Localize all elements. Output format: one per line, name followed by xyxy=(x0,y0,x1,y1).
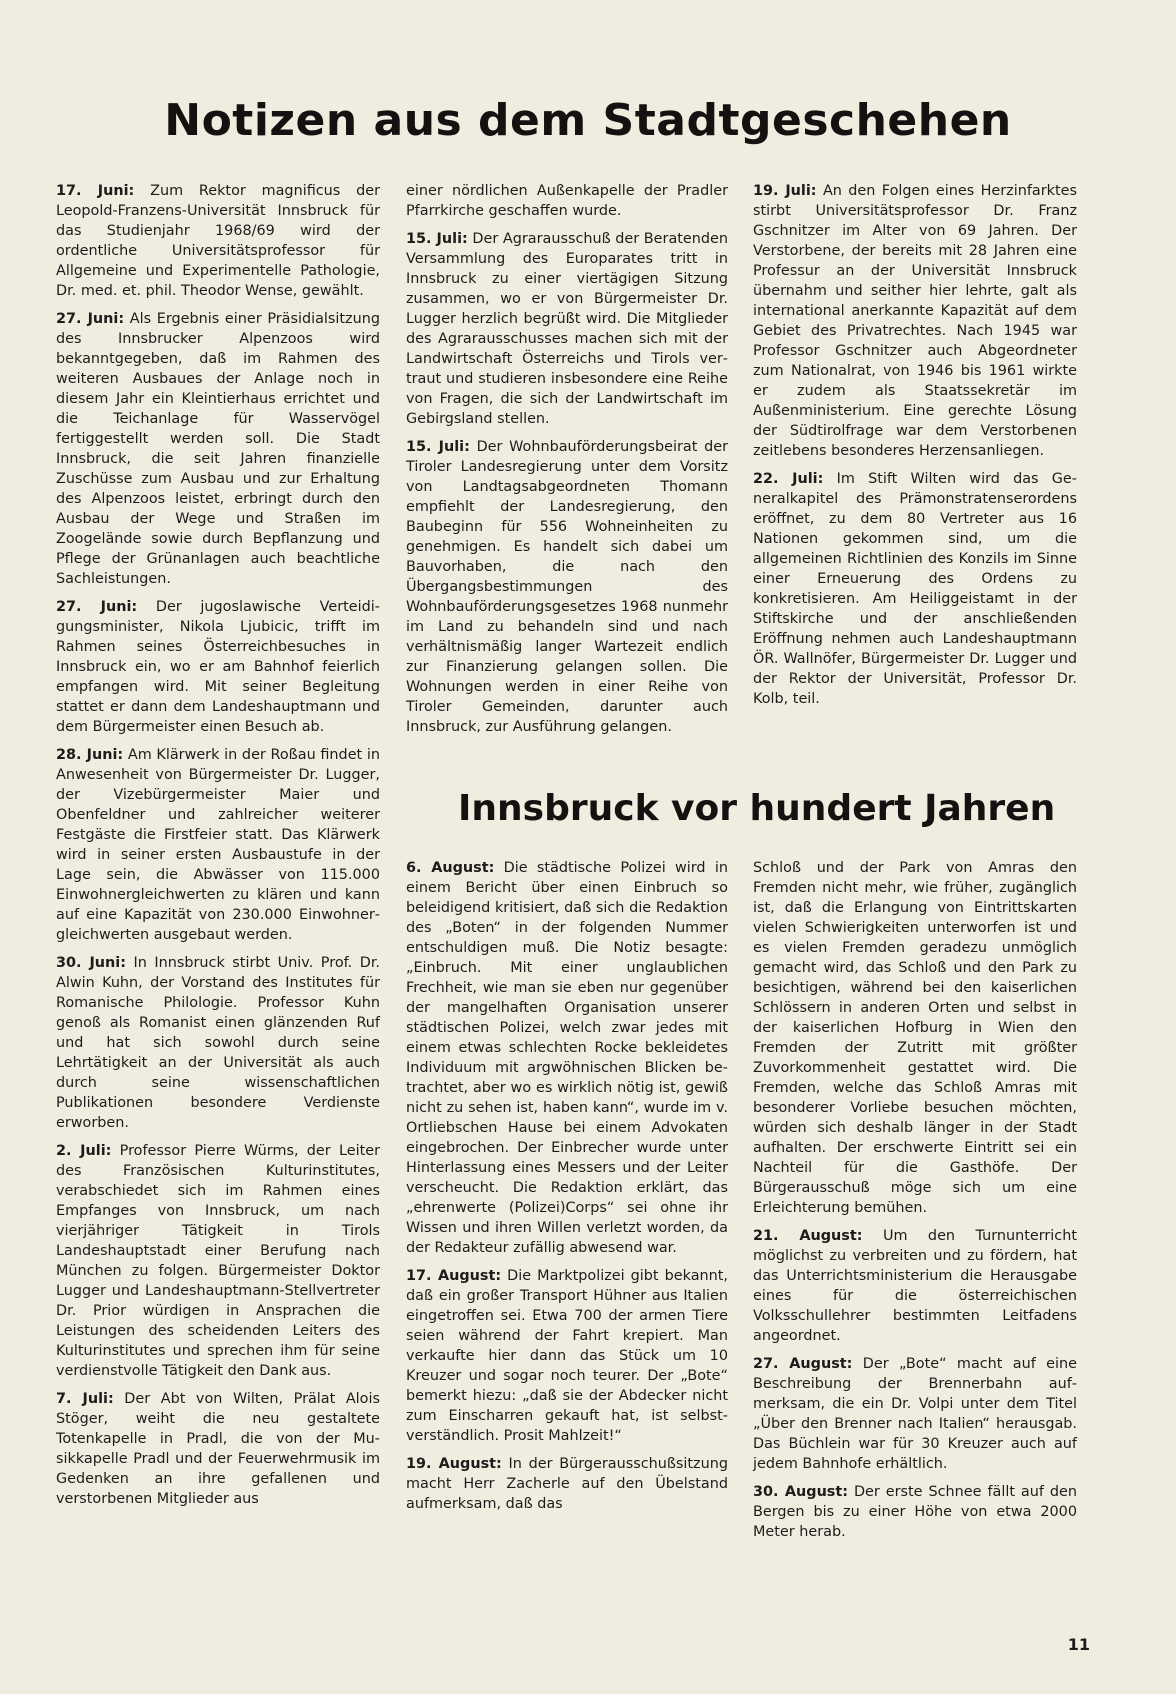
column-4 xyxy=(406,858,728,1522)
entry-text: Der jugoslawische Verteidigungsminister, Nikola Ljubicic, trifft im Rahmen seines Österreichbesuches in Innsbruck ein, wo er am Bahnhof feierlich empfangen wird. Mit seiner Begleitung stattet er dann dem Landeshauptmann und dem Bürgermeister einen Besuch ab. xyxy=(56,599,380,735)
column-5 xyxy=(753,858,1077,1550)
entry-text: Im Stift Wilten wird das Generalkapitel des Prämonstratenserordens eröffnet, zu dem 80 Vertreter aus 16 Nationen gekommen sind, um die allgemeinen Richtlinien des Konzils im Sinne einer Erneuerung des Ordens zu konkretisieren. Am Heiliggeistamt in der Stiftskirche und der anschließenden Eröffnung nehmen auch Landeshauptmann ÖR. Wallnöfer, Bürgermeister Dr. Lugger und der Rektor der Universität, Professor Dr. Kolb, teil. xyxy=(753,471,1077,707)
entry-text: In der Bürgerausschußsitzung macht Herr Zacherle auf den Übelstand aufmerksam, daß das xyxy=(406,1456,728,1512)
news-entry xyxy=(753,1354,1077,1474)
entry-text: einer nördlichen Außenkapelle der Pradler Pfarrkirche geschaffen wurde. xyxy=(406,183,728,219)
entry-date: 17. Juni: xyxy=(56,183,135,199)
news-entry xyxy=(56,181,380,301)
entry-date: 17. August: xyxy=(406,1268,502,1284)
news-entry xyxy=(753,1226,1077,1346)
news-entry xyxy=(56,309,380,589)
entry-text: Der „Bote“ macht auf eine Beschreibung der Brennerbahn aufmerksam, die ein Dr. Volpi unter dem Titel „Über den Brenner nach Italien“ herausgab. Das Büchlein war für 30 Kreuzer auch auf jedem Bahnhofe erhältlich. xyxy=(753,1356,1077,1472)
entry-text: Der Wohnbauförderungsbeirat der Tiroler Landesregierung unter dem Vorsitz von Landtagsabgeordneten Thomann empfiehlt der Landesregierung, den Baubeginn für 556 Wohneinheiten zu genehmigen. Es handelt sich dabei um Bauvorhaben, die nach den Übergangsbestimmungen des Wohnbauförderungsgesetzes 1968 nunmehr im Land zu behandeln sind und nach verhältnismäßig langer Wartezeit endlich zur Finanzierung gelangen sollen. Die Wohnungen werden in einer Reihe von Tiroler Gemeinden, darunter auch Innsbruck, zur Ausführung gelangen. xyxy=(406,439,728,735)
entry-text: Die städtische Polizei wird in einem Bericht über einen Einbruch so beleidigend kritisiert, daß sich die Redaktion des „Boten“ in der folgenden Nummer entschuldigen muß. Die Notiz besagte: „Einbruch. Mit einer unglaublichen Frechheit, wie man sie eben nur gegenüber der mangelhaften Organisation unserer städtischen Polizei, welch zwar jedes mit einem etwas schlechten Rocke bekleidetes Individuum mit argwöhnischen Blicken betrachtet, aber wo es wirklich nötig ist, gewiß nicht zu sehen ist, haben kann“, wurde im v. Ortliebschen Hause bei einem Advokaten eingebrochen. Der Einbrecher wurde unter Hinterlassung eines Messers und der Leiter verscheucht. Die Redaktion erklärt, das „ehrenwerte (Polizei)Corps“ sei ohne ihr Wissen und ihren Willen verletzt worden, da der Redakteur zufällig abwesend war. xyxy=(406,860,728,1256)
column-2 xyxy=(406,181,728,745)
news-entry xyxy=(753,469,1077,709)
page-title: Notizen aus dem Stadtgeschehen xyxy=(164,95,1012,146)
entry-text: Professor Pierre Würms, der Leiter des Französischen Kulturinstitutes, verabschiedet sich im Rahmen eines Empfanges von Innsbruck, um nach vierjähriger Tätigkeit in Tirols Landeshauptstadt einer Berufung nach München zu folgen. Bürgermeister Doktor Lugger und Landeshauptmann-Stellvertreter Dr. Prior würdigen in Ansprachen die Leistungen des scheidenden Leiters des Kulturinstitutes und sprechen ihm für seine verdienstvolle Tätigkeit den Dank aus. xyxy=(56,1143,380,1379)
news-entry xyxy=(406,437,728,737)
news-entry xyxy=(56,1141,380,1381)
news-entry xyxy=(56,1389,380,1509)
news-entry xyxy=(406,181,728,221)
entry-date: 6. August: xyxy=(406,860,495,876)
news-entry xyxy=(406,1266,728,1446)
news-entry xyxy=(406,1454,728,1514)
news-entry xyxy=(753,181,1077,461)
entry-date: 15. Juli: xyxy=(406,439,470,455)
entry-date: 15. Juli: xyxy=(406,231,468,247)
news-entry xyxy=(753,858,1077,1218)
entry-text: Der erste Schnee fällt auf den Bergen bis zu einer Höhe von etwa 2000 Meter herab. xyxy=(753,1484,1077,1540)
entry-date: 27. August: xyxy=(753,1356,853,1372)
entry-text: Der Abt von Wilten, Prälat Alois Stöger, weiht die neu gestaltete Totenkapelle in Pradl, die von der Musikkapelle Pradl und der Feuerwehrmusik im Gedenken an ihre gefallenen und verstorbenen Mitglieder aus xyxy=(56,1391,380,1507)
entry-text: Zum Rektor magnificus der Leopold-Franzens-Universität Innsbruck für das Studienjahr 1968/69 wird der ordentliche Universitätsprofessor für Allgemeine und Experimentelle Pathologie, Dr. med. et. phil. Theodor Wense, gewählt. xyxy=(56,183,380,299)
news-entry xyxy=(56,597,380,737)
entry-date: 27. Juni: xyxy=(56,311,125,327)
column-1 xyxy=(56,181,380,1517)
entry-date: 28. Juni: xyxy=(56,747,124,763)
entry-text: Als Ergebnis einer Präsidialsitzung des Innsbrucker Alpenzoos wird bekanntgegeben, daß im Rahmen des weiteren Ausbaues der Anlage noch in diesem Jahr ein Kleintierhaus errichtet und die Teichanlage für Wasservögel fertiggestellt werden soll. Die Stadt Innsbruck, die seit Jahren finanzielle Zuschüsse zum Ausbau und zur Erhaltung des Alpenzoos leistet, erbringt durch den Ausbau der Wege und Straßen im Zoogelände sowie durch Bepflanzung und Pflege der Grünanlagen auch beachtliche Sachleistungen. xyxy=(56,311,380,587)
entry-date: 2. Juli: xyxy=(56,1143,112,1159)
entry-date: 30. Juni: xyxy=(56,955,126,971)
page-number: 11 xyxy=(1067,1635,1090,1654)
entry-date: 27. Juni: xyxy=(56,599,138,615)
news-entry xyxy=(56,953,380,1133)
entry-date: 22. Juli: xyxy=(753,471,824,487)
entry-date: 7. Juli: xyxy=(56,1391,114,1407)
entry-date: 19. Juli: xyxy=(753,183,817,199)
entry-text: In Innsbruck stirbt Univ. Prof. Dr. Alwin Kuhn, der Vorstand des Institutes für Romanische Philologie. Professor Kuhn genoß als Romanist einen glänzenden Ruf und hat sich sowohl durch seine Lehrtätigkeit an der Universität als auch durch seine wissenschaftlichen Publikationen besondere Verdienste erworben. xyxy=(56,955,380,1131)
entry-text: Die Marktpolizei gibt bekannt, daß ein großer Transport Hühner aus Italien eingetroffen sei. Etwa 700 der armen Tiere seien während der Fahrt krepiert. Man verkaufte hier dann das Stück um 10 Kreuzer und sogar noch teurer. Der „Bote“ bemerkt hiezu: „daß sie der Abdecker nicht zum Einscharren gekauft hat, ist selbstverständlich. Prosit Mahlzeit!“ xyxy=(406,1268,728,1444)
news-entry xyxy=(406,229,728,429)
column-3 xyxy=(753,181,1077,717)
entry-text: Am Klärwerk in der Roßau findet in Anwesenheit von Bürgermeister Dr. Lugger, der Vizebürgermeister Maier und Obenfeldner und zahlreicher weiterer Festgäste die Firstfeier statt. Das Klärwerk wird in seiner ersten Ausbaustufe in der Lage sein, die Abwässer von 115.000 Einwohnergleichwerten zu klären und kann auf eine Kapazität von 230.000 Einwohnergleichwerten ausgebaut werden. xyxy=(56,747,380,943)
news-entry xyxy=(56,745,380,945)
entry-date: 21. August: xyxy=(753,1228,863,1244)
entry-date: 19. August: xyxy=(406,1456,502,1472)
entry-text: Der Agrarausschuß der Beratenden Versammlung des Europarates tritt in Innsbruck zu einer viertägigen Sitzung zusammen, wo er von Bürgermeister Dr. Lugger herzlich begrüßt wird. Die Mitglieder des Agrarausschusses machen sich mit der Landwirtschaft Österreichs und Tirols vertraut und studieren insbesondere eine Reihe von Fragen, die sich der Landwirtschaft im Gebirgsland stellen. xyxy=(406,231,728,427)
news-entry xyxy=(753,1482,1077,1542)
section-title: Innsbruck vor hundert Jahren xyxy=(458,788,1056,829)
entry-text: Um den Turnunterricht möglichst zu verbreiten und zu fördern, hat das Unterrichtsministerium die Herausgabe eines für die österreichischen Volksschullehrer bestimmten Leitfadens angeordnet. xyxy=(753,1228,1077,1344)
news-entry xyxy=(406,858,728,1258)
entry-date: 30. August: xyxy=(753,1484,849,1500)
entry-text: An den Folgen eines Herzinfarktes stirbt Universitätsprofessor Dr. Franz Gschnitzer im Alter von 69 Jahren. Der Verstorbene, der bereits mit 28 Jahren eine Professur an der Universität Innsbruck übernahm und seither hier lehrte, galt als international anerkannte Kapazität auf dem Gebiet des Privatrechtes. Nach 1945 war Professor Gschnitzer auch Abgeordneter zum Nationalrat, von 1946 bis 1961 wirkte er zudem als Staatssekretär im Außenministerium. Eine gerechte Lösung der Südtirolfrage war dem Verstorbenen zeitlebens besonderes Herzensanliegen. xyxy=(753,183,1077,459)
entry-text: Schloß und der Park von Amras den Fremden nicht mehr, wie früher, zugänglich ist, daß die Erlangung von Eintrittskarten vielen Schwierigkeiten unterworfen ist und es vielen Fremden geradezu unmöglich gemacht wird, das Schloß und den Park zu besichtigen, während bei den kaiserlichen Schlössern in anderen Orten und selbst in der kaiserlichen Hofburg in Wien den Fremden der Zutritt mit größter Zuvorkommenheit gestattet wird. Die Fremden, welche das Schloß Amras mit besonderer Vorliebe besuchen möchten, würden sich deshalb länger in der Stadt aufhalten. Der erschwerte Eintritt sei ein Nachteil für die Gasthöfe. Der Bürgerausschuß möge sich um eine Erleichterung bemühen. xyxy=(753,860,1077,1216)
